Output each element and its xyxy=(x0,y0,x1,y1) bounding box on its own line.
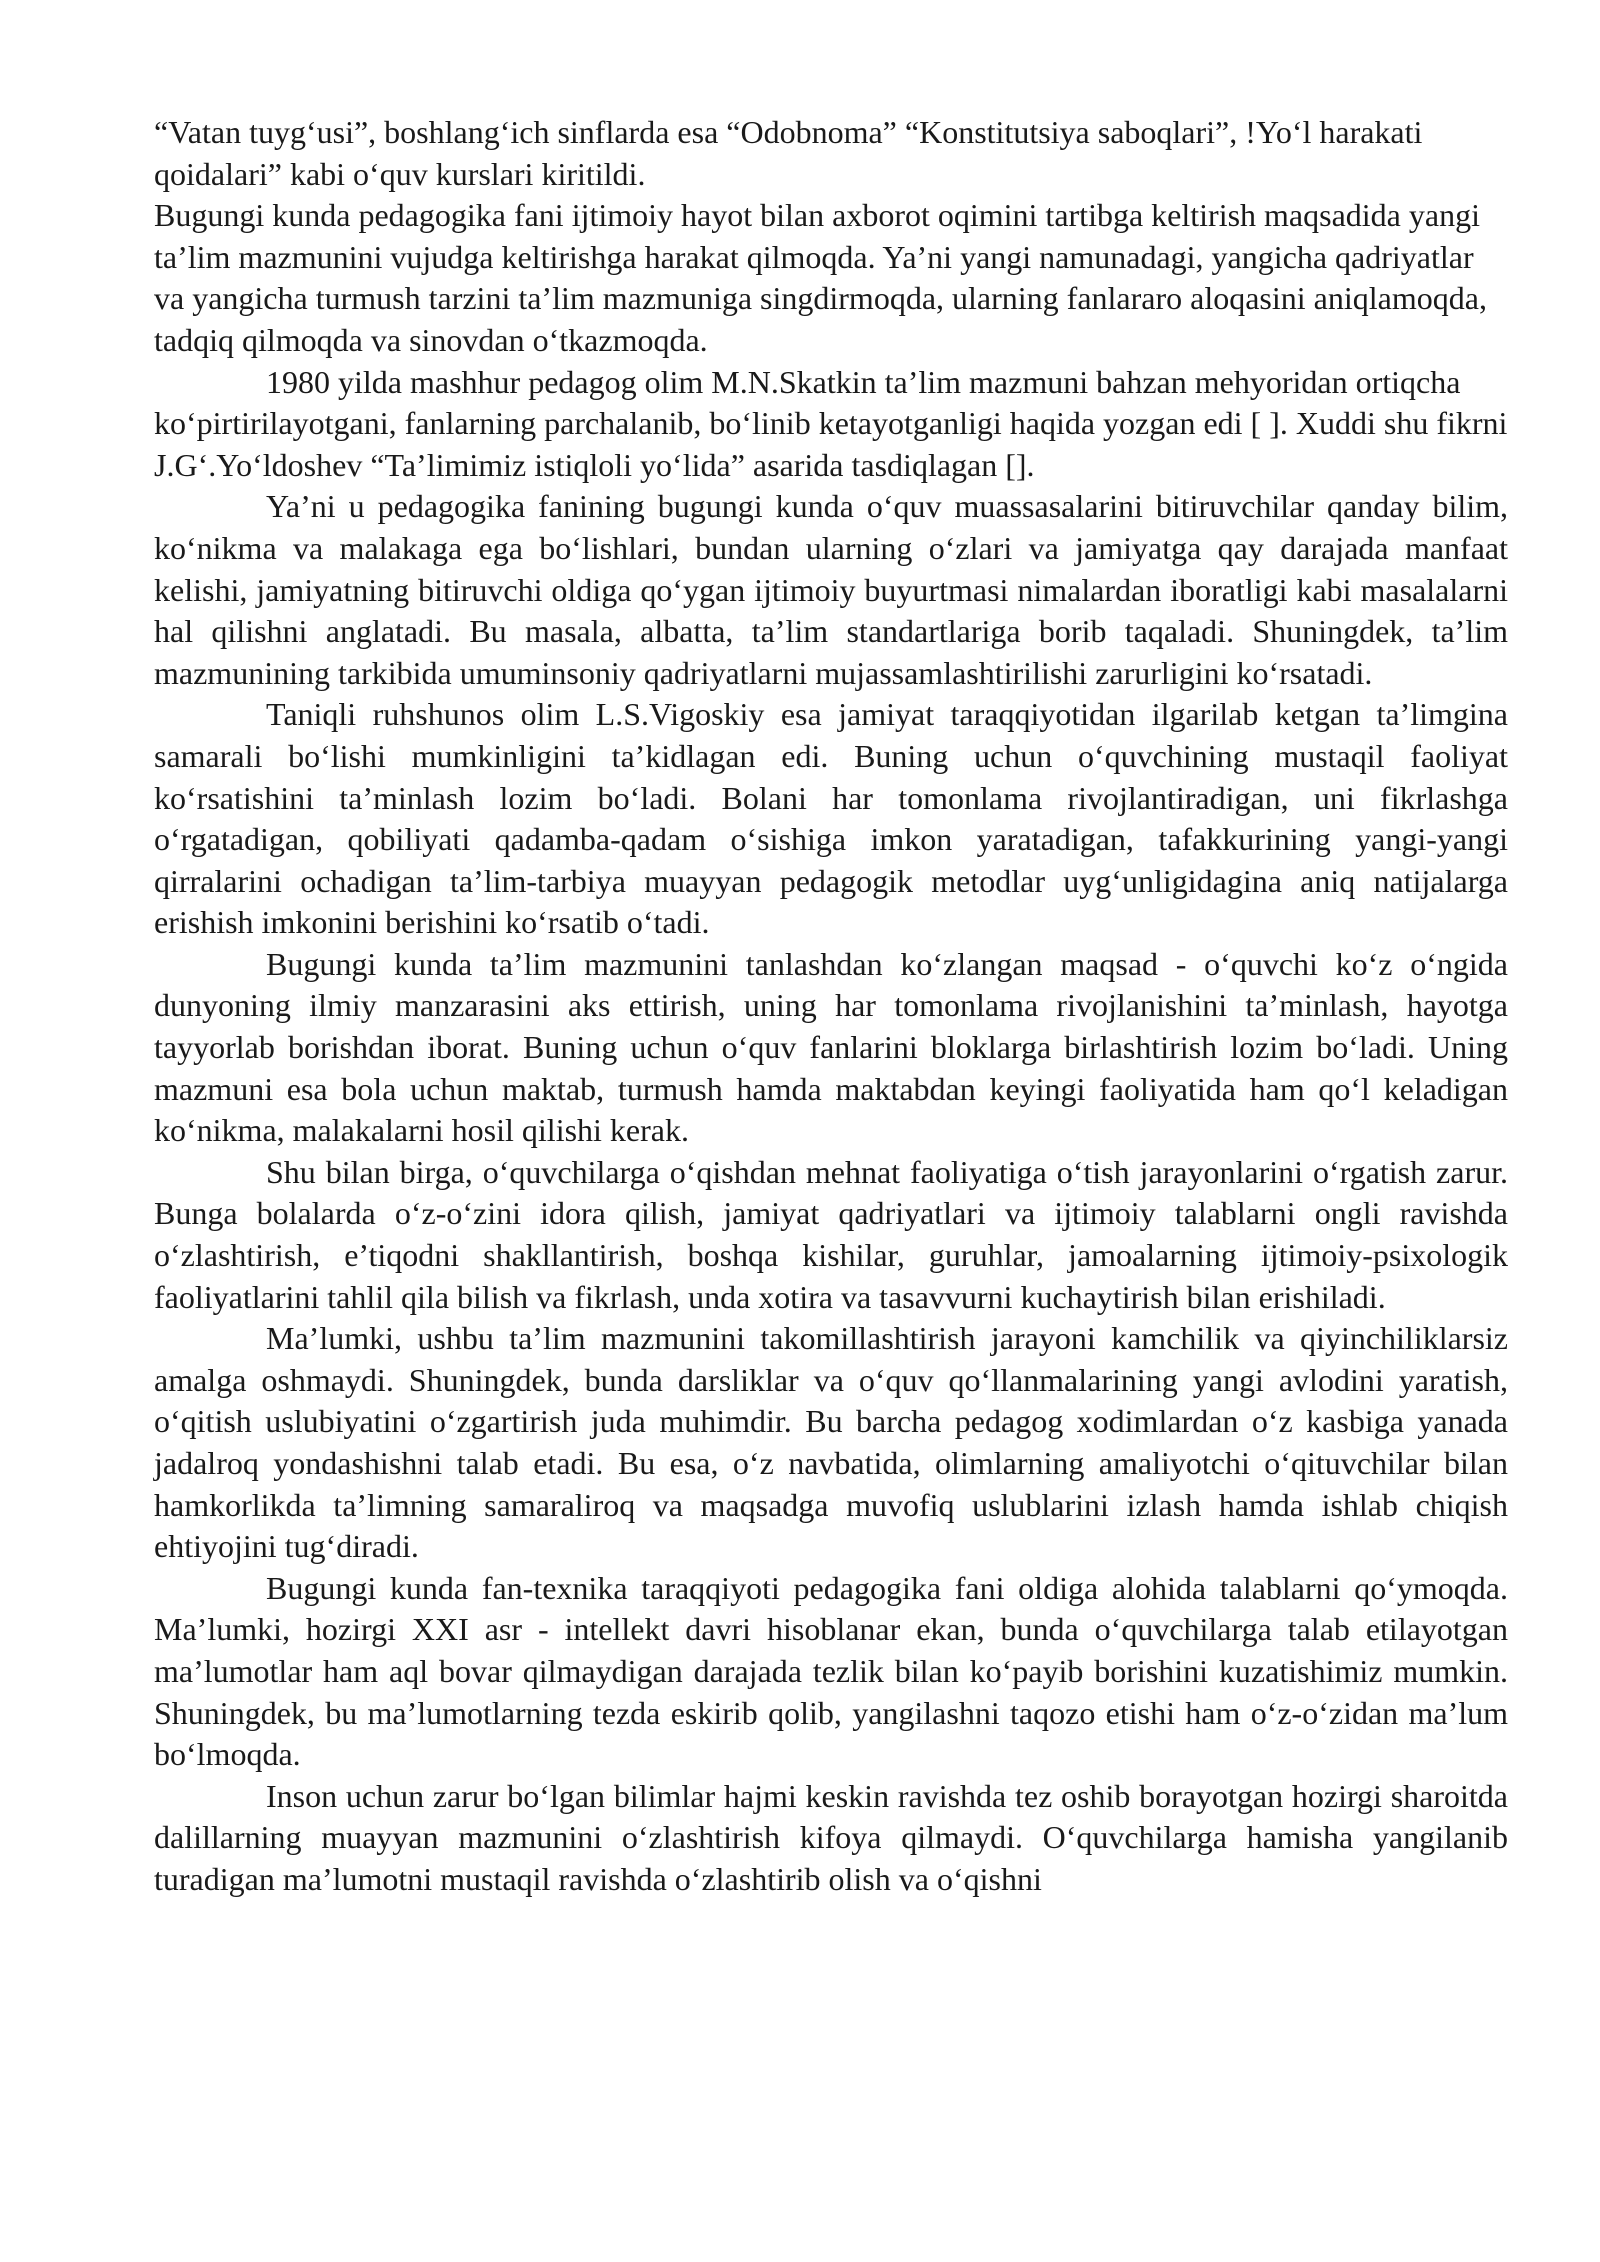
paragraph-2: Bugungi kunda pedagogika fani ijtimoiy hayot bilan axborot oqimini tartibga keltirish maqsadida yangi ta’lim mazmunini vujudga keltirishga harakat qilmoqda. Ya’ni yangi namunadagi, yangicha qadriyatlar va yangicha turmush tarzini ta’lim mazmuniga singdirmoqda, ularning fanlararo aloqasini aniqlamoqda, tadqiq qilmoqda va sinovdan o‘tkazmoqda. xyxy=(154,197,1487,358)
document-page xyxy=(154,112,1508,1901)
paragraph-7: Shu bilan birga, o‘quvchilarga o‘qishdan mehnat faoliyatiga o‘tish jarayonlarini o‘rgatish zarur. Bunga bolalarda o‘z-o‘zini idora qilish, jamiyat qadriyatlari va ijtimoiy talablarni ongli ravishda o‘zlashtirish, e’tiqodni shakllantirish, boshqa kishilar, guruhlar, jamoalarning ijtimoiy-psixologik faoliyatlarini tahlil qila bilish va fikrlash, unda xotira va tasavvurni kuchaytirish bilan erishiladi. xyxy=(154,1153,1508,1315)
paragraph-3: 1980 yilda mashhur pedagog olim M.N.Skatkin ta’lim mazmuni bahzan mehyoridan ortiqcha ko‘pirtirilayotgani, fanlarning parchalanib, bo‘linib ketayotganligi haqida yozgan edi [ ]. Xuddi shu fikrni J.G‘.Yo‘ldoshev “Ta’limimiz istiqloli yo‘lida” asarida tasdiqlagan []. xyxy=(154,363,1508,483)
paragraph-8: Ma’lumki, ushbu ta’lim mazmunini takomillashtirish jarayoni kamchilik va qiyinchiliklarsiz amalga oshmaydi. Shuningdek, bunda darsliklar va o‘quv qo‘llanmalarining yangi avlodini yaratish, o‘qitish uslubiyatini o‘zgartirish juda muhimdir. Bu barcha pedagog xodimlardan o‘z kasbiga yanada jadalroq yondashishni talab etadi. Bu esa, o‘z navbatida, olimlarning amaliyotchi o‘qituvchilar bilan hamkorlikda ta’limning samaraliroq va maqsadga muvofiq uslublarini izlash hamda ishlab chiqish ehtiyojini tug‘diradi. xyxy=(154,1320,1508,1565)
paragraph-6: Bugungi kunda ta’lim mazmunini tanlashdan ko‘zlangan maqsad - o‘quvchi ko‘z o‘ngida dunyoning ilmiy manzarasini aks ettirish, uning har tomonlama rivojlanishini ta’minlash, hayotga tayyorlab borishdan iborat. Buning uchun o‘quv fanlarini bloklarga birlashtirish lozim bo‘ladi. Uning mazmuni esa bola uchun maktab, turmush hamda maktabdan keyingi faoliyatida ham qo‘l keladigan ko‘nikma, malakalarni hosil qilishi kerak. xyxy=(154,945,1508,1149)
paragraph-10: Inson uchun zarur bo‘lgan bilimlar hajmi keskin ravishda tez oshib borayotgan hozirgi sharoitda dalillarning muayyan mazmunini o‘zlashtirish kifoya qilmaydi. O‘quvchilarga hamisha yangilanib turadigan ma’lumotni mustaqil ravishda o‘zlashtirib olish va o‘qishni xyxy=(154,1777,1508,1897)
paragraph-1: “Vatan tuyg‘usi”, boshlang‘ich sinflarda esa “Odobnoma” “Konstitutsiya saboqlari”, !Yo‘l harakati qoidalari” kabi o‘quv kurslari kiritildi. xyxy=(154,114,1423,192)
paragraph-9: Bugungi kunda fan-texnika taraqqiyoti pedagogika fani oldiga alohida talablarni qo‘ymoqda. Ma’lumki, hozirgi XXI asr - intellekt davri hisoblanar ekan, bunda o‘quvchilarga talab etilayotgan ma’lumotlar ham aql bovar qilmaydigan darajada tezlik bilan ko‘payib borishini kuzatishimiz mumkin. Shuningdek, bu ma’lumotlarning tezda eskirib qolib, yangilashni taqozo etishi ham o‘z-o‘zidan ma’lum bo‘lmoqda. xyxy=(154,1569,1508,1773)
paragraph-4: Ya’ni u pedagogika fanining bugungi kunda o‘quv muassasalarini bitiruvchilar qanday bilim, ko‘nikma va malakaga ega bo‘lishlari, bundan ularning o‘zlari va jamiyatga qay darajada manfaat kelishi, jamiyatning bitiruvchi oldiga qo‘ygan ijtimoiy buyurtmasi nimalardan iboratligi kabi masalalarni hal qilishni anglatadi. Bu masala, albatta, ta’lim standartlariga borib taqaladi. Shuningdek, ta’lim mazmunining tarkibida umuminsoniy qadriyatlarni mujassamlashtirilishi zarurligini ko‘rsatadi. xyxy=(154,488,1508,691)
paragraph-5: Taniqli ruhshunos olim L.S.Vigoskiy esa jamiyat taraqqiyotidan ilgarilab ketgan ta’limgina samarali bo‘lishi mumkinligini ta’kidlagan edi. Buning uchun o‘quvchining mustaqil faoliyat ko‘rsatishini ta’minlash lozim bo‘ladi. Bolani har tomonlama rivojlantiradigan, uni fikrlashga o‘rgatadigan, qobiliyati qadamba-qadam o‘sishiga imkon yaratadigan, tafakkurining yangi-yangi qirralarini ochadigan ta’lim-tarbiya muayyan pedagogik metodlar uyg‘unligidagina aniq natijalarga erishish imkonini berishini ko‘rsatib o‘tadi. xyxy=(154,696,1508,941)
